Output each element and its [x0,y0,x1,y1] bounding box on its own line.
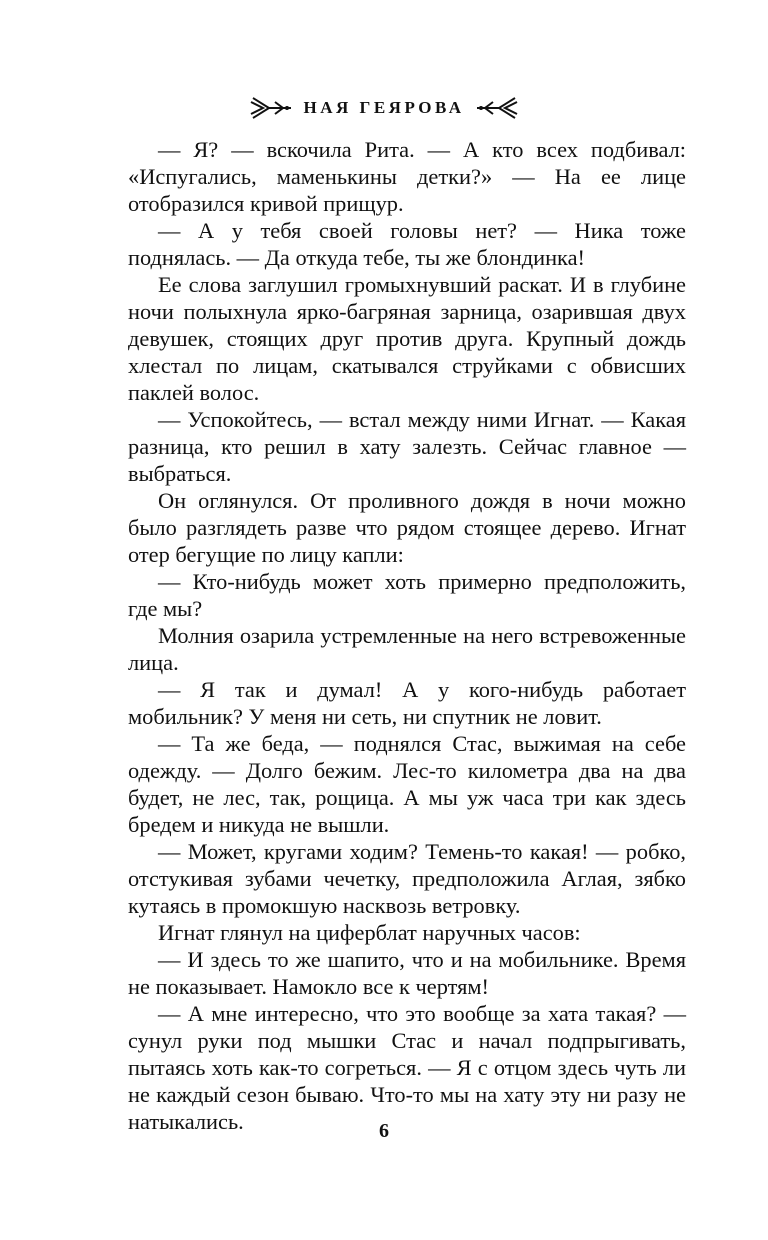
paragraph: Игнат глянул на циферблат наручных часов: [158,920,581,945]
paragraph: — Успокойтесь, — встал между ними Игнат. — Какая разница, кто решил в хату залезть. Сейчас главное — выбраться. [128,407,686,486]
paragraph: — Та же беда, — поднялся Стас, выжимая на себе одежду. — Долго бежим. Лес-то километра два на два будет, не лес, так, рощица. А мы уж часа три как здесь бредем и никуда не вышли. [128,731,686,837]
running-header [0,94,768,122]
paragraph: — Я? — вскочила Рита. — А кто всех подбивал: «Испугались, маменькины детки?» — На ее лице отобразился кривой прищур. [128,137,686,216]
paragraph: — Кто-нибудь может хоть примерно предположить, где мы? [128,569,686,621]
paragraph: — И здесь то же шапито, что и на мобильнике. Время не показывает. Намокло все к чертям! [128,947,686,999]
author-name: НАЯ ГЕЯРОВА [303,98,465,117]
ornament-icon [475,94,519,122]
ornament-icon [249,94,293,122]
paragraph: — А у тебя своей головы нет? — Ника тоже поднялась. — Да откуда тебе, ты же блондинка! [128,218,686,270]
paragraph: Молния озарила устремленные на него встревоженные лица. [128,623,686,675]
paragraph: Он оглянулся. От проливного дождя в ночи можно было разглядеть разве что рядом стоящее дерево. Игнат отер бегущие по лицу капли: [128,488,686,567]
page-number: 6 [379,1120,389,1142]
paragraph: Ее слова заглушил громыхнувший раскат. И в глубине ночи полыхнула ярко-багряная зарница, озарившая двух девушек, стоящих друг против друга. Крупный дождь хлестал по лицам, скатывался струйками с обвисших паклей волос. [128,272,686,405]
body-text [128,136,686,1135]
paragraph: — А мне интересно, что это вообще за хата такая? — сунул руки под мышки Стас и начал подпрыгивать, пытаясь хоть как-то согреться. — Я с отцом здесь чуть ли не каждый сезон бываю. Что-то мы на хату эту ни разу не натыкались. [128,1001,686,1134]
paragraph: — Я так и думал! А у кого-нибудь работает мобильник? У меня ни сеть, ни спутник не ловит. [128,677,686,729]
paragraph: — Может, кругами ходим? Темень-то какая! — робко, отстукивая зубами чечетку, предположила Аглая, зябко кутаясь в промокшую насквозь ветровку. [128,839,686,918]
